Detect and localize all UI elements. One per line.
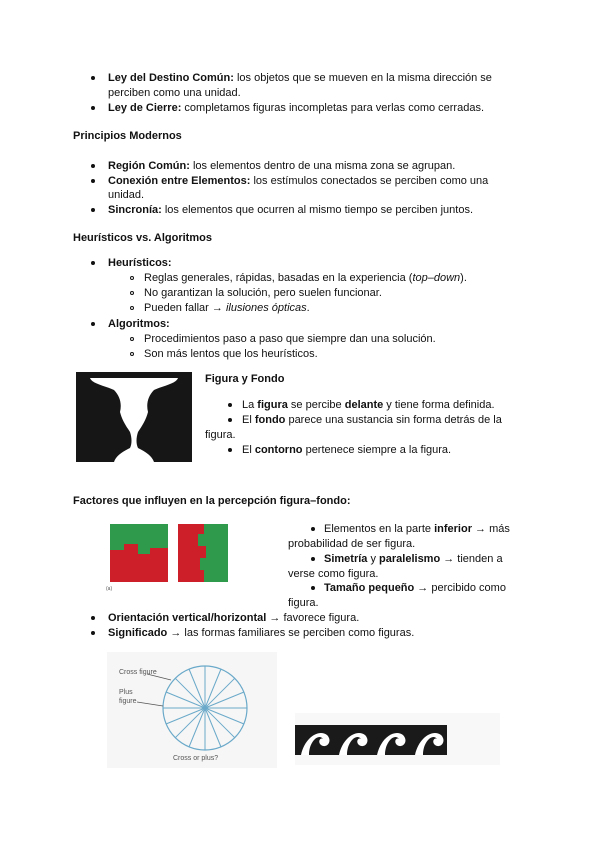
figura-fondo-item bbox=[242, 398, 495, 412]
sub-bullet bbox=[130, 337, 134, 341]
figura-fondo-item bbox=[242, 443, 451, 457]
sub-item bbox=[144, 301, 310, 315]
figura-fondo-item bbox=[242, 413, 502, 427]
principle-text: los elementos dentro de una misma zona se agrupan. bbox=[189, 160, 456, 172]
principle-text: los estímulos conectados se perciben como una bbox=[250, 175, 489, 187]
sub-bullet bbox=[130, 291, 134, 295]
sub-item: Son más lentos que los heurísticos. bbox=[144, 348, 318, 360]
list-item bbox=[108, 256, 172, 270]
sub-item bbox=[144, 271, 467, 285]
sub-em: ilusiones ópticas bbox=[225, 302, 307, 314]
sub-bullet bbox=[130, 352, 134, 356]
rubin-vase-image bbox=[76, 372, 192, 462]
section-heading: Factores que influyen en la percepción figura–fondo: bbox=[73, 495, 351, 507]
bullet bbox=[91, 76, 95, 80]
section-heading: Heurísticos vs. Algoritmos bbox=[73, 232, 212, 244]
bullet bbox=[91, 261, 95, 265]
figure-a-label: (a) bbox=[106, 586, 113, 592]
text: parece una sustancia sin forma detrás de la bbox=[285, 414, 502, 426]
text: y bbox=[367, 553, 380, 565]
bullet bbox=[91, 164, 95, 168]
plus-figure-label-1: Plus bbox=[119, 689, 133, 696]
principle-text: los elementos que ocurren al mismo tiempo se perciben juntos. bbox=[161, 204, 474, 216]
text-bold: fondo bbox=[254, 414, 286, 426]
law-term: Ley de Cierre: bbox=[108, 102, 182, 114]
wave-pattern-image bbox=[295, 713, 500, 765]
plus-figure-label-2: figure bbox=[119, 698, 137, 705]
factor-text: → las formas familiares se perciben como figuras. bbox=[167, 627, 415, 639]
sub-item: No garantizan la solución, pero suelen funcionar. bbox=[144, 287, 382, 299]
text: → percibido como bbox=[414, 582, 506, 594]
cross-plus-figure-image bbox=[107, 652, 277, 768]
list-item-cont: unidad. bbox=[108, 189, 145, 201]
list-item bbox=[108, 203, 473, 217]
text: pertenece siempre a la figura. bbox=[302, 444, 452, 456]
text: El bbox=[242, 444, 255, 456]
law-term: Ley del Destino Común: bbox=[108, 72, 234, 84]
figura-fondo-title bbox=[205, 372, 284, 386]
text: La bbox=[242, 399, 258, 411]
bullet bbox=[311, 527, 315, 531]
list-item bbox=[108, 101, 484, 115]
cross-or-plus-caption: Cross or plus? bbox=[173, 755, 219, 762]
sub-text: ). bbox=[460, 272, 467, 284]
sub-text: . bbox=[306, 302, 310, 314]
law-text: los objetos que se mueven en la misma dirección se bbox=[233, 72, 492, 84]
list-item bbox=[108, 317, 170, 331]
sub-text: Reglas generales, rápidas, basadas en la experiencia ( bbox=[144, 272, 413, 284]
text: El bbox=[242, 414, 255, 426]
principle-term: Sincronía: bbox=[108, 204, 162, 216]
factor-item bbox=[324, 581, 506, 595]
text-bold: figura bbox=[257, 399, 288, 411]
bullet bbox=[228, 418, 232, 422]
law-text: completamos figuras incompletas para verlas como cerradas. bbox=[181, 102, 485, 114]
text: → tienden a bbox=[440, 553, 503, 565]
factor-term: Orientación vertical/horizontal bbox=[108, 612, 267, 624]
factor-item-cont: verse como figura. bbox=[288, 568, 379, 580]
principle-term: Región Común: bbox=[108, 160, 190, 172]
list-item bbox=[108, 71, 492, 85]
text: Elementos en la parte bbox=[324, 523, 435, 535]
sub-em: top–down bbox=[412, 272, 461, 284]
list-item bbox=[108, 174, 488, 188]
bullet bbox=[91, 179, 95, 183]
section-heading: Principios Modernos bbox=[73, 130, 182, 142]
factor-item bbox=[324, 552, 503, 566]
factor-item bbox=[108, 611, 359, 625]
bullet bbox=[91, 208, 95, 212]
figura-fondo-title-text: Figura y Fondo bbox=[205, 373, 285, 385]
bullet bbox=[91, 106, 95, 110]
factor-item-cont: probabilidad de ser figura. bbox=[288, 538, 416, 550]
bullet bbox=[91, 322, 95, 326]
sub-text: Pueden fallar → bbox=[144, 302, 226, 314]
text: y tiene forma definida. bbox=[383, 399, 495, 411]
list-item bbox=[108, 159, 455, 173]
text-bold: inferior bbox=[434, 523, 472, 535]
bullet bbox=[228, 403, 232, 407]
figura-fondo-item-cont: figura. bbox=[205, 429, 236, 441]
text: se percibe bbox=[287, 399, 345, 411]
bullet bbox=[311, 557, 315, 561]
text-bold: Simetría bbox=[324, 553, 368, 565]
bullet bbox=[228, 448, 232, 452]
factor-term: Significado bbox=[108, 627, 168, 639]
bullet bbox=[91, 616, 95, 620]
text-bold: paralelismo bbox=[379, 553, 441, 565]
factor-item bbox=[108, 626, 414, 640]
bullet bbox=[91, 631, 95, 635]
factor-text: → favorece figura. bbox=[266, 612, 360, 624]
red-green-figure-image bbox=[104, 522, 234, 592]
sub-item: Procedimientos paso a paso que siempre dan una solución. bbox=[144, 333, 436, 345]
sub-bullet bbox=[130, 306, 134, 310]
algoritmos-label: Algoritmos: bbox=[108, 318, 170, 330]
text-bold: delante bbox=[344, 399, 384, 411]
heuristicos-label: Heurísticos: bbox=[108, 257, 172, 269]
bullet bbox=[311, 586, 315, 590]
text: → más bbox=[471, 523, 510, 535]
factor-item bbox=[324, 522, 510, 536]
text-bold: contorno bbox=[254, 444, 303, 456]
text-bold: Tamaño pequeño bbox=[324, 582, 415, 594]
list-item-cont: perciben como una unidad. bbox=[108, 87, 241, 99]
principle-term: Conexión entre Elementos: bbox=[108, 175, 251, 187]
sub-bullet bbox=[130, 276, 134, 280]
cross-figure-label: Cross figure bbox=[119, 669, 157, 676]
factor-item-cont: figura. bbox=[288, 597, 319, 609]
